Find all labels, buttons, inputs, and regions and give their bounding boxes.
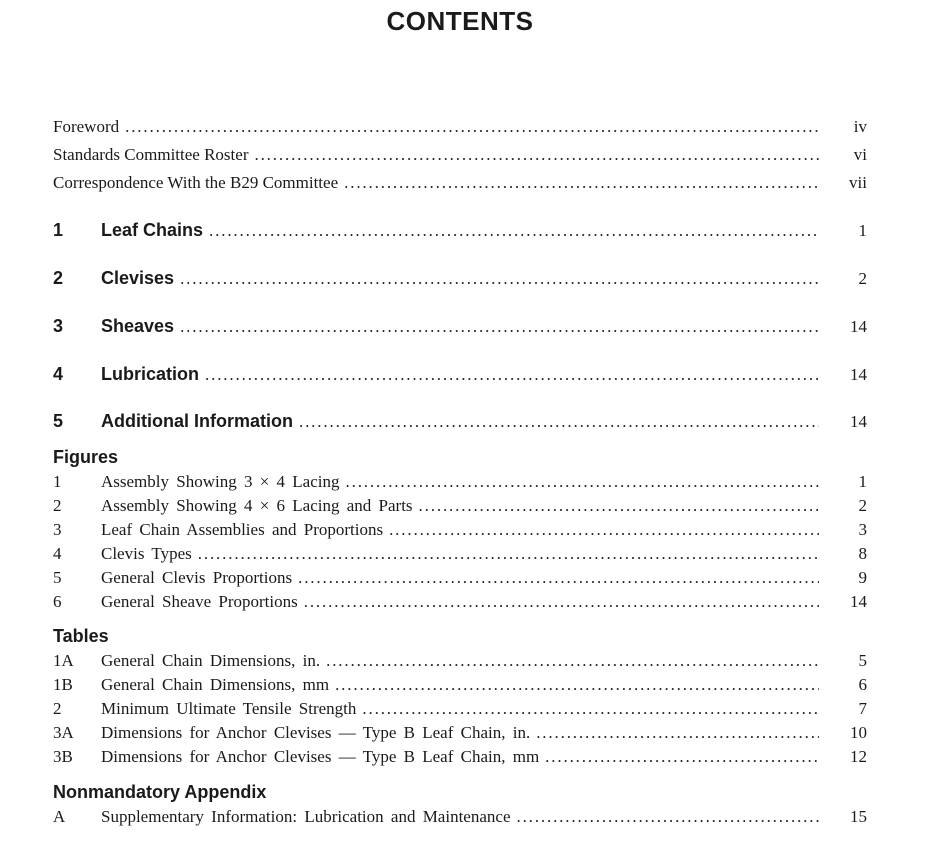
section-number: 1 xyxy=(53,220,64,240)
table-page: 7 xyxy=(858,699,867,718)
table-page: 5 xyxy=(858,651,867,670)
figure-label: Assembly Showing 4 × 6 Lacing and Parts xyxy=(101,496,413,515)
figure-label: Assembly Showing 3 × 4 Lacing xyxy=(101,472,340,491)
leader-dots xyxy=(545,747,819,767)
leader-dots xyxy=(326,651,819,671)
leader-dots xyxy=(362,699,819,719)
appendix-page: 15 xyxy=(850,807,867,826)
figure-label: Clevis Types xyxy=(101,544,192,563)
section-number: 2 xyxy=(53,268,64,288)
toc-table-1b[interactable] xyxy=(53,675,867,695)
leader-dots xyxy=(125,117,819,137)
section-number: 3 xyxy=(53,316,64,336)
figure-number: 5 xyxy=(53,568,62,587)
toc-entry-correspondence[interactable] xyxy=(53,173,867,193)
figure-page: 8 xyxy=(858,544,867,563)
toc-entry-page: vi xyxy=(853,145,867,164)
section-page: 2 xyxy=(858,269,867,288)
appendix-heading: Nonmandatory Appendix xyxy=(53,782,267,802)
section-number: 4 xyxy=(53,364,64,384)
section-label: Leaf Chains xyxy=(101,220,204,240)
table-label: Dimensions for Anchor Clevises — Type B Leaf Chain, in. xyxy=(101,723,531,742)
toc-entry-label: Foreword xyxy=(53,117,120,136)
figure-page: 3 xyxy=(858,520,867,539)
toc-entry-label: Correspondence With the B29 Committee xyxy=(53,173,339,192)
toc-entry-page: iv xyxy=(853,117,867,136)
toc-section-4[interactable] xyxy=(53,364,867,385)
toc-entry-committee-roster[interactable] xyxy=(53,145,867,165)
figure-number: 1 xyxy=(53,472,62,491)
figure-label: Leaf Chain Assemblies and Proportions xyxy=(101,520,384,539)
figure-page: 1 xyxy=(858,472,867,491)
figure-number: 3 xyxy=(53,520,62,539)
table-number: 1B xyxy=(53,675,73,694)
toc-section-2[interactable] xyxy=(53,268,867,289)
toc-figure-2[interactable] xyxy=(53,496,867,516)
appendix-label: Supplementary Information: Lubrication and Maintenance xyxy=(101,807,511,826)
section-page: 14 xyxy=(850,365,867,384)
toc-section-5[interactable] xyxy=(53,411,867,432)
table-label: General Chain Dimensions, mm xyxy=(101,675,330,694)
page-title: CONTENTS xyxy=(386,6,534,36)
table-page: 6 xyxy=(858,675,867,694)
section-page: 1 xyxy=(858,221,867,240)
leader-dots xyxy=(516,807,819,827)
leader-dots xyxy=(346,472,820,492)
figure-number: 2 xyxy=(53,496,62,515)
toc-figure-5[interactable] xyxy=(53,568,867,588)
figure-number: 4 xyxy=(53,544,62,563)
section-label: Sheaves xyxy=(101,316,175,336)
toc-entry-page: vii xyxy=(849,173,867,192)
toc-figure-1[interactable] xyxy=(53,472,867,492)
figure-page: 14 xyxy=(850,592,867,611)
table-label: General Chain Dimensions, in. xyxy=(101,651,321,670)
table-page: 12 xyxy=(850,747,867,766)
toc-table-3b[interactable] xyxy=(53,747,867,767)
leader-dots xyxy=(209,221,819,241)
leader-dots xyxy=(205,365,819,385)
figure-page: 2 xyxy=(858,496,867,515)
figure-number: 6 xyxy=(53,592,62,611)
section-page: 14 xyxy=(850,412,867,431)
toc-table-2[interactable] xyxy=(53,699,867,719)
table-label: Dimensions for Anchor Clevises — Type B Leaf Chain, mm xyxy=(101,747,540,766)
figure-page: 9 xyxy=(858,568,867,587)
toc-figure-3[interactable] xyxy=(53,520,867,540)
leader-dots xyxy=(198,544,819,564)
leader-dots xyxy=(419,496,819,516)
table-number: 3A xyxy=(53,723,74,742)
leader-dots xyxy=(304,592,819,612)
leader-dots xyxy=(180,269,819,289)
leader-dots xyxy=(180,317,819,337)
leader-dots xyxy=(299,412,819,432)
toc-section-3[interactable] xyxy=(53,316,867,337)
table-number: 1A xyxy=(53,651,74,670)
table-number: 2 xyxy=(53,699,62,718)
toc-appendix-a[interactable] xyxy=(53,807,867,827)
toc-entry-foreword[interactable] xyxy=(53,117,867,137)
toc-figure-4[interactable] xyxy=(53,544,867,564)
appendix-number: A xyxy=(53,807,66,826)
table-page: 10 xyxy=(850,723,867,742)
leader-dots xyxy=(335,675,819,695)
section-label: Clevises xyxy=(101,268,175,288)
table-label: Minimum Ultimate Tensile Strength xyxy=(101,699,357,718)
leader-dots xyxy=(389,520,819,540)
toc-section-1[interactable] xyxy=(53,220,867,241)
toc-figure-6[interactable] xyxy=(53,592,867,612)
figure-label: General Clevis Proportions xyxy=(101,568,293,587)
leader-dots xyxy=(344,173,819,193)
section-label: Lubrication xyxy=(101,364,199,384)
toc-table-1a[interactable] xyxy=(53,651,867,671)
table-number: 3B xyxy=(53,747,73,766)
section-number: 5 xyxy=(53,411,64,431)
section-label: Additional Information xyxy=(101,411,293,431)
leader-dots xyxy=(536,723,819,743)
figures-heading: Figures xyxy=(53,447,119,467)
section-page: 14 xyxy=(850,317,867,336)
toc-table-3a[interactable] xyxy=(53,723,867,743)
leader-dots xyxy=(254,145,819,165)
figure-label: General Sheave Proportions xyxy=(101,592,298,611)
tables-heading: Tables xyxy=(53,626,109,646)
toc-entry-label: Standards Committee Roster xyxy=(53,145,249,164)
leader-dots xyxy=(298,568,819,588)
